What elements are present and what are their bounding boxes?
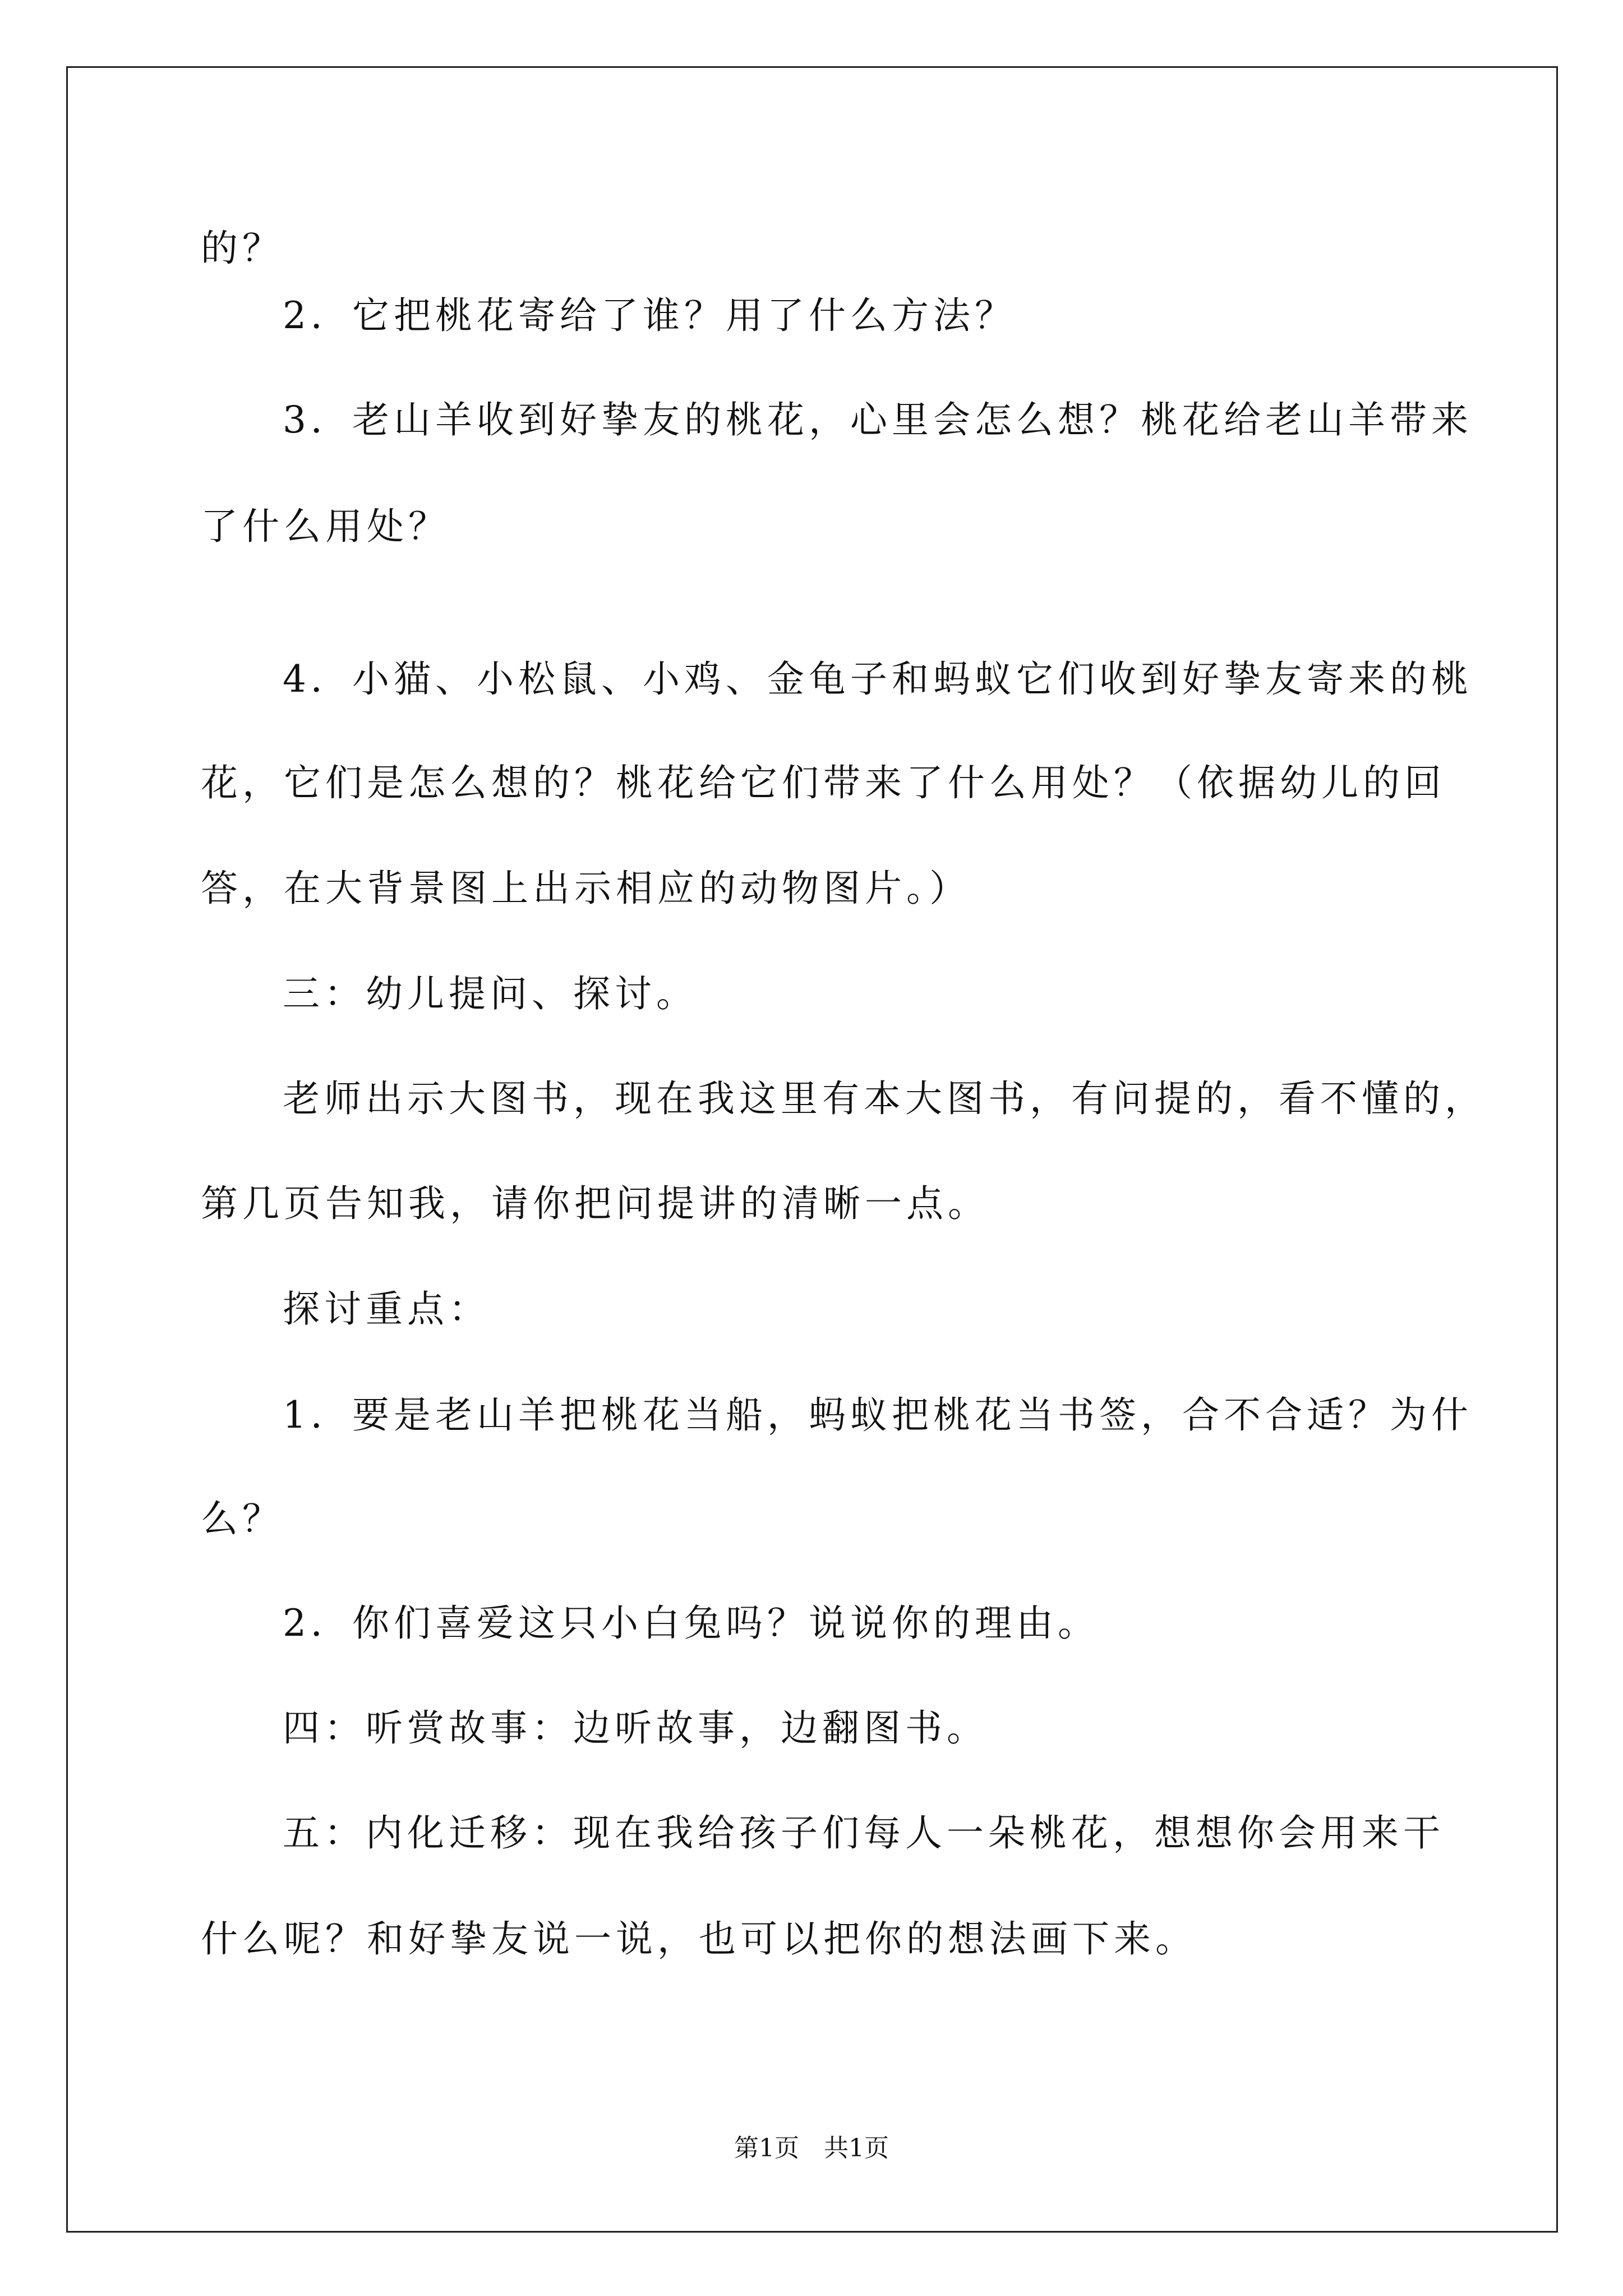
text-line: 3．老山羊收到好挚友的桃花，心里会怎么想？桃花给老山羊带来 — [283, 398, 1473, 441]
text-line: 老师出示大图书，现在我这里有本大图书，有问提的，看不懂的， — [283, 1077, 1486, 1120]
text-line: 了什么用处？ — [201, 505, 450, 548]
page-footer: 第1页 共1页 — [734, 2134, 889, 2162]
text-line: 三：幼儿提问、探讨。 — [283, 972, 698, 1015]
text-line: 五：内化迁移：现在我给孩子们每人一朵桃花，想想你会用来干 — [283, 1811, 1445, 1855]
text-line: 1．要是老山羊把桃花当船，蚂蚁把桃花当书签，合不合适？为什 — [283, 1393, 1473, 1437]
text-line: 2．你们喜爱这只小白兔吗？说说你的理由。 — [283, 1602, 1099, 1645]
text-line: 花，它们是怎么想的？桃花给它们带来了什么用处？（依据幼儿的回 — [201, 761, 1446, 804]
text-line: 答，在大背景图上出示相应的动物图片。） — [201, 867, 971, 910]
text-line: 什么呢？和好挚友说一说，也可以把你的想法画下来。 — [201, 1917, 1197, 1961]
text-line: 四：听赏故事：边听故事，边翻图书。 — [283, 1706, 988, 1750]
page-border — [66, 66, 1558, 2233]
text-line: 么？ — [201, 1497, 284, 1540]
text-line: 4．小猫、小松鼠、小鸡、金龟子和蚂蚁它们收到好挚友寄来的桃 — [283, 657, 1473, 701]
text-line: 的？ — [201, 227, 284, 270]
text-line: 探讨重点： — [283, 1287, 490, 1331]
text-line: 2．它把桃花寄给了谁？用了什么方法？ — [283, 294, 1016, 337]
text-line: 第几页告知我，请你把问提讲的清晰一点。 — [201, 1182, 989, 1225]
